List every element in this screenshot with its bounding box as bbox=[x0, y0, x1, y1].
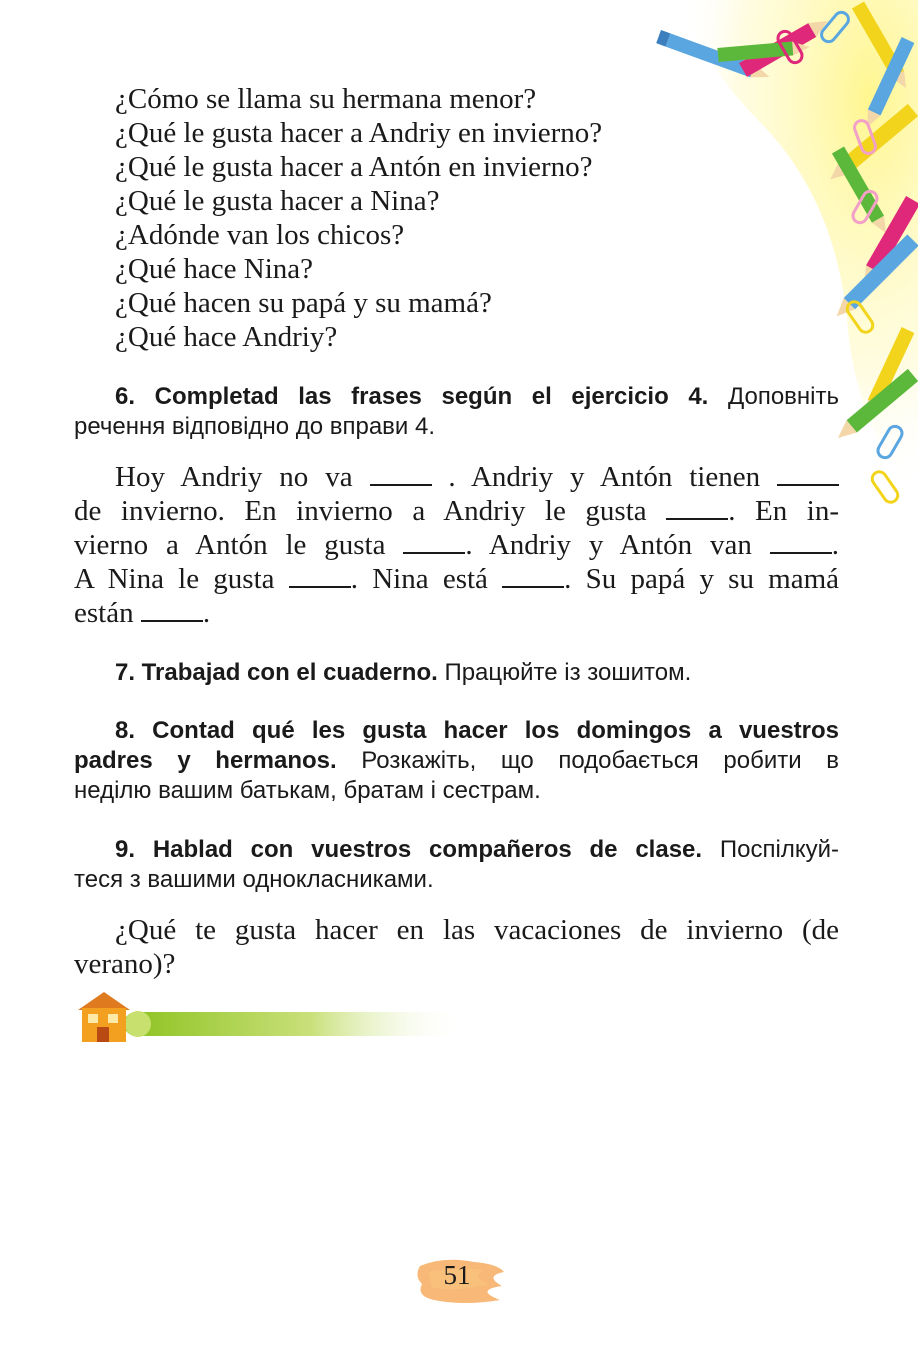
task-9-title: 9. Hablad con vuestros compañeros de clase. bbox=[115, 836, 703, 863]
fill-in-paragraph bbox=[74, 460, 839, 630]
task-9-translation-cont: теся з вашими однокласниками. bbox=[74, 866, 434, 893]
question-item: ¿Qué le gusta hacer a Antón en invierno? bbox=[115, 151, 593, 183]
task-6-translation: Доповніть bbox=[727, 383, 839, 410]
task-6-translation-cont: речення відповідно до вправи 4. bbox=[74, 413, 436, 440]
task-8-translation: Розкажіть, що подобається робити в bbox=[361, 747, 840, 774]
fill-line: están . bbox=[74, 597, 211, 629]
task-7-title: 7. Trabajad con el cuaderno. bbox=[115, 659, 438, 686]
task-9-translation: Поспілкуй- bbox=[719, 836, 840, 863]
task-9 bbox=[74, 835, 839, 895]
question-item: ¿Qué hace Nina? bbox=[115, 253, 314, 285]
task-8-title: 8. Contad qué les gusta hacer los domingos a vuestros bbox=[115, 717, 839, 744]
fill-line: Hoy Andriy no va . Andriy y Antón tienen bbox=[74, 460, 839, 494]
page-number-badge bbox=[414, 1252, 510, 1310]
question-item: ¿Qué hace Andriy? bbox=[115, 321, 338, 353]
page-number: 51 bbox=[443, 1260, 471, 1290]
answer-blank[interactable] bbox=[141, 604, 203, 622]
answer-blank[interactable] bbox=[370, 468, 432, 486]
task-8-title-cont: padres y hermanos. bbox=[74, 747, 337, 774]
task-6 bbox=[74, 382, 839, 442]
task-7 bbox=[74, 658, 839, 688]
questions-list bbox=[115, 82, 815, 354]
answer-blank[interactable] bbox=[770, 536, 832, 554]
fill-line: de invierno. En invierno a Andriy le gusta . En in- bbox=[74, 495, 839, 527]
task-8 bbox=[74, 716, 839, 806]
answer-blank[interactable] bbox=[403, 536, 465, 554]
question-item: ¿Adónde van los chicos? bbox=[115, 219, 405, 251]
question-item: ¿Qué le gusta hacer a Andriy en invierno? bbox=[115, 117, 603, 149]
task-6-title: 6. Completad las frases según el ejercicio 4. bbox=[115, 383, 709, 410]
answer-blank[interactable] bbox=[502, 570, 564, 588]
answer-blank[interactable] bbox=[666, 502, 728, 520]
question-item: ¿Cómo se llama su hermana menor? bbox=[115, 83, 537, 115]
answer-blank[interactable] bbox=[777, 468, 839, 486]
question-item: ¿Qué le gusta hacer a Nina? bbox=[115, 185, 440, 217]
task-7-translation: Працюйте із зошитом. bbox=[444, 659, 692, 686]
final-question: ¿Qué te gusta hacer en las vacaciones de invierno (de verano)? bbox=[74, 914, 839, 980]
task-8-translation-cont: неділю вашим батькам, братам і сестрам. bbox=[74, 777, 541, 804]
answer-blank[interactable] bbox=[289, 570, 351, 588]
question-item: ¿Qué hacen su papá y su mamá? bbox=[115, 287, 492, 319]
fill-line: A Nina le gusta . Nina está . Su papá y su mamá bbox=[74, 563, 840, 595]
fill-line: vierno a Antón le gusta . Andriy y Antón van . bbox=[74, 529, 840, 561]
house-icon bbox=[76, 990, 476, 1044]
